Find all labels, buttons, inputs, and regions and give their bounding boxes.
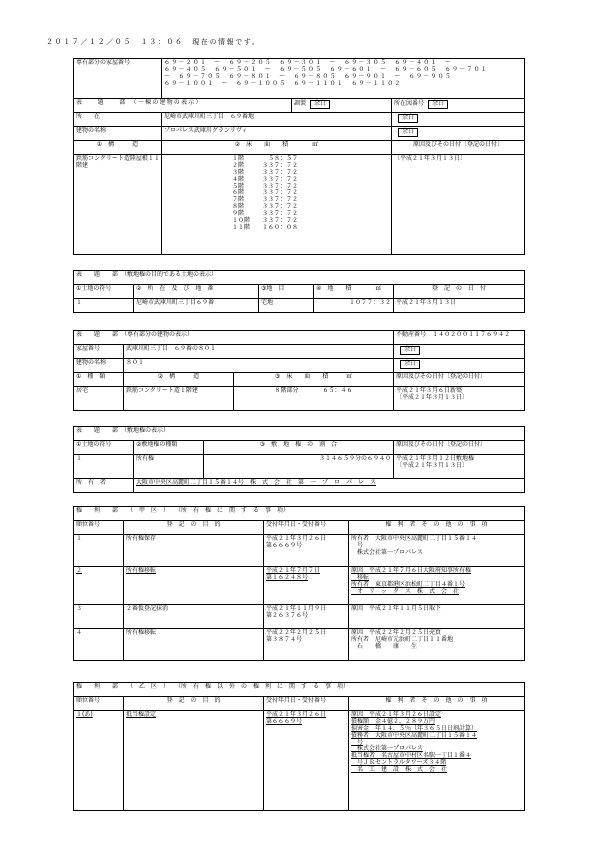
table-row xyxy=(74,605,525,629)
kou-r1-no: １ xyxy=(74,535,124,567)
kou-col-3: 受付年月日・受付番号 xyxy=(264,521,349,535)
bldg-name-value: プロパレス武庫川グランリヴィ xyxy=(162,127,392,141)
otsu-r1-date: 平成２１年３月２６日 第６６６９号 xyxy=(264,711,349,811)
table-row xyxy=(74,567,525,605)
title-section-6: 権 利 部 （ 乙 区 ） （所 有 権 以 外 の 権 利 に 関 す る 事 項） xyxy=(74,683,525,697)
unit-name-label: 建物の名称 xyxy=(74,359,124,373)
unit-col-3: ③ 床 面 積 ㎡ xyxy=(234,373,394,387)
site-v2: 所有権 xyxy=(134,455,204,479)
otsu-col-3: 受付年月日・受付番号 xyxy=(264,697,349,711)
otsu-table xyxy=(73,682,525,811)
site-col-2: ②敷地権の種類 xyxy=(134,441,204,455)
site-col-1: ①土地の符号 xyxy=(74,441,134,455)
title-section-4: 表 題 部 （敷地権の表示） xyxy=(74,427,525,441)
shozai-note: 余白 xyxy=(392,113,525,127)
otsu-r1-detail: 原因 平成２１年３月２６日設定 債権額 金４億２，２８９万円 損害金 年１４．５％（年３６５日日割計算） 債務者 大阪市中央区高麗町二丁目１５番１４ 号 株式会社第一プロパレス 抵当権者 名古屋市中村区名駅一丁目１番４ 号ＪＲセントラルタワーズ３４階 名 工 建 設 株 式 会 社 xyxy=(349,711,525,811)
kou-r4-purpose: 所有権移転 xyxy=(124,629,264,661)
site-right-table xyxy=(73,426,525,493)
unit-v2: 鉄筋コンクリート造１階建 xyxy=(124,387,234,411)
kou-r3-detail: 原因 平成２１年１１月５日取下 xyxy=(349,605,525,629)
title-section-3: 表 題 部 （専有部分の建物の表示） xyxy=(74,331,394,345)
title-section-2: 表 題 部 （敷地権の目的である土地の表示） xyxy=(74,271,525,285)
kou-col-1: 順位番号 xyxy=(74,521,124,535)
kou-r4-detail: 原因 平成２２年２月２５日売買 所有者 尼崎市元浜町二丁目１１番地 石 橋 康 生 xyxy=(349,629,525,661)
kou-col-4: 権 利 者 そ の 他 の 事 項 xyxy=(349,521,525,535)
col-floor-area: ② 床 面 積 ㎡ xyxy=(162,141,392,155)
bldg-no-label: 専有部分の家屋番号 xyxy=(74,59,162,99)
land-table xyxy=(73,270,525,313)
table-row xyxy=(74,629,525,661)
kou-r3-purpose: ２番仮登記抹消 xyxy=(124,605,264,629)
chosei-cell: 調製 余白 xyxy=(292,99,392,113)
title-section-1: 表 題 部 （一棟の建物の表示） xyxy=(74,99,292,113)
site-col-4: 原因及びその日付〔登記の日付〕 xyxy=(394,441,525,455)
site-v1: １ xyxy=(74,455,134,479)
owner-label: 所 有 者 xyxy=(74,479,134,493)
kou-r1-purpose: 所有権保存 xyxy=(124,535,264,567)
fudosan-no: 不動産番号 １４０２００１１７６９４２ xyxy=(394,331,525,345)
land-v3: 宅地 xyxy=(259,299,314,313)
kou-r2-purpose: 所有権移転 xyxy=(124,567,264,605)
owner-value: 大阪市中央区高麗町二丁目１５番１４号 株 式 会 社 第 一 プ ロ パ レ ス xyxy=(134,479,525,493)
land-v1: １ xyxy=(74,299,134,313)
unit-col-2: ② 構 造 xyxy=(124,373,234,387)
land-col-5: 登 記 の 日 付 xyxy=(394,285,525,299)
site-v3: ３１４６５９分の６９４０ xyxy=(204,455,394,479)
land-col-3: ③地 目 xyxy=(259,285,314,299)
unit-v4: 平成２１年３月６日新築 〔平成２１年３月１３日〕 xyxy=(394,387,525,411)
print-header: ２０１７／１２／０５ １３：０６ 現在の情報です。 xyxy=(46,38,261,46)
col-structure: ① 構 造 xyxy=(74,141,162,155)
land-v5: 平成２１年３月１３日 xyxy=(394,299,525,313)
kou-table xyxy=(73,506,525,661)
shozai-label: 所 在 xyxy=(74,113,162,127)
unit-name-note: 余白 xyxy=(394,359,525,373)
kou-r2-detail: 原因 平成２１年７月６日大阪府知事所有権 移転 所有者 東京都港区浜松町二丁目４番１号 オ リ ッ ク ス 株 式 会 社 xyxy=(349,567,525,605)
land-v2: 尼崎市武庫川町三丁目６９番 xyxy=(134,299,259,313)
land-col-2: ② 所 在 及 び 地 番 xyxy=(134,285,259,299)
unit-col-1: ① 種 類 xyxy=(74,373,124,387)
map-no-cell: 所在図番号 余白 xyxy=(392,99,525,113)
kaoku-note: 余白 xyxy=(394,345,525,359)
unit-table xyxy=(73,330,525,411)
otsu-col-2: 登 記 の 目 的 xyxy=(124,697,264,711)
shozai-value: 尼崎市武庫川町三丁目 ６９番地 xyxy=(162,113,392,127)
building-table xyxy=(73,58,525,255)
bldg-name-label: 建物の名称 xyxy=(74,127,162,141)
otsu-col-4: 権 利 者 そ の 他 の 事 項 xyxy=(349,697,525,711)
land-v4: １０７７：３２ xyxy=(314,299,394,313)
land-col-4: ④ 地 積 ㎡ xyxy=(314,285,394,299)
kou-r4-date: 平成２２年２月２５日 第３８７４号 xyxy=(264,629,349,661)
kou-r1-detail: 所有者 大阪市中央区高麗町二丁目１５番１４ 号 株式会社第一プロパレス xyxy=(349,535,525,567)
unit-col-4: 原因及びその日付〔登記の日付〕 xyxy=(394,373,525,387)
kou-col-2: 登 記 の 目 的 xyxy=(124,521,264,535)
kou-r3-date: 平成２１年１１月９日 第２６３７６号 xyxy=(264,605,349,629)
unit-v1: 居宅 xyxy=(74,387,124,411)
site-v4: 平成２１年３月１２日敷地権 〔平成２１年３月１３日〕 xyxy=(394,455,525,479)
site-col-3: ③ 敷 地 権 の 割 合 xyxy=(204,441,394,455)
kaoku-value: 武庫川町三丁目 ６９番の８０１ xyxy=(124,345,394,359)
col-cause: 原因及びその日付〔登記の日付〕 xyxy=(392,141,525,155)
cause-date: 〔平成２１年３月１３日〕 xyxy=(392,155,525,255)
otsu-col-1: 順位番号 xyxy=(74,697,124,711)
bldg-name-note: 余白 xyxy=(392,127,525,141)
table-row xyxy=(74,711,525,811)
kou-r3-no: ３ xyxy=(74,605,124,629)
otsu-r1-purpose: 抵当権設定 xyxy=(124,711,264,811)
title-section-5: 権 利 部 （ 甲 区 ） （所 有 権 に 関 す る 事 項） xyxy=(74,507,525,521)
kou-r4-no: ４ xyxy=(74,629,124,661)
kou-r2-no: ２ xyxy=(74,567,124,605)
table-row xyxy=(74,535,525,567)
unit-name-value: ８０１ xyxy=(124,359,394,373)
structure-value: 鉄筋コンクリート造陸屋根１１ 階建 xyxy=(74,155,162,255)
kou-r2-date: 平成２１年７月７日 第１６２４８号 xyxy=(264,567,349,605)
kaoku-label: 家屋番号 xyxy=(74,345,124,359)
floor-areas: １階 ５８：５７ ２階 ３３７：７２ ３階 ３３７：７２ ４階 ３３７：７２ ５階 ３３７：７２ ６階 ３３７：７２ ７階 ３３７：７２ ８階 ３３７：７２ ９階 ３３７：７２ １０階 ３３７：７２ １１階 １６０：０８ xyxy=(162,155,392,255)
otsu-r1-no: １(あ) xyxy=(74,711,124,811)
land-col-1: ①土地の符号 xyxy=(74,285,134,299)
kou-r1-date: 平成２１年３月２６日 第６６６９号 xyxy=(264,535,349,567)
bldg-no-value: ６９－２０１ ～ ６９－２０５ ６９－３０１ ～ ６９－３０５ ６９－４０１ ～ ６９－４０５ ６９－５０１ ～ ６９－５０５ ６９－６０１ ～ ６９－６０５ ６９－７０１ ～ ６９－７０５ ６９－８０１ ～ ６９－８０５ ６９－９０１ ～ ６９－９０５ ６９－１００１ ～ ６９－１００５ ６９－１１０１ ６９－１１０２ xyxy=(162,59,525,99)
unit-v3: ８階部分 ６５：４６ xyxy=(234,387,394,411)
